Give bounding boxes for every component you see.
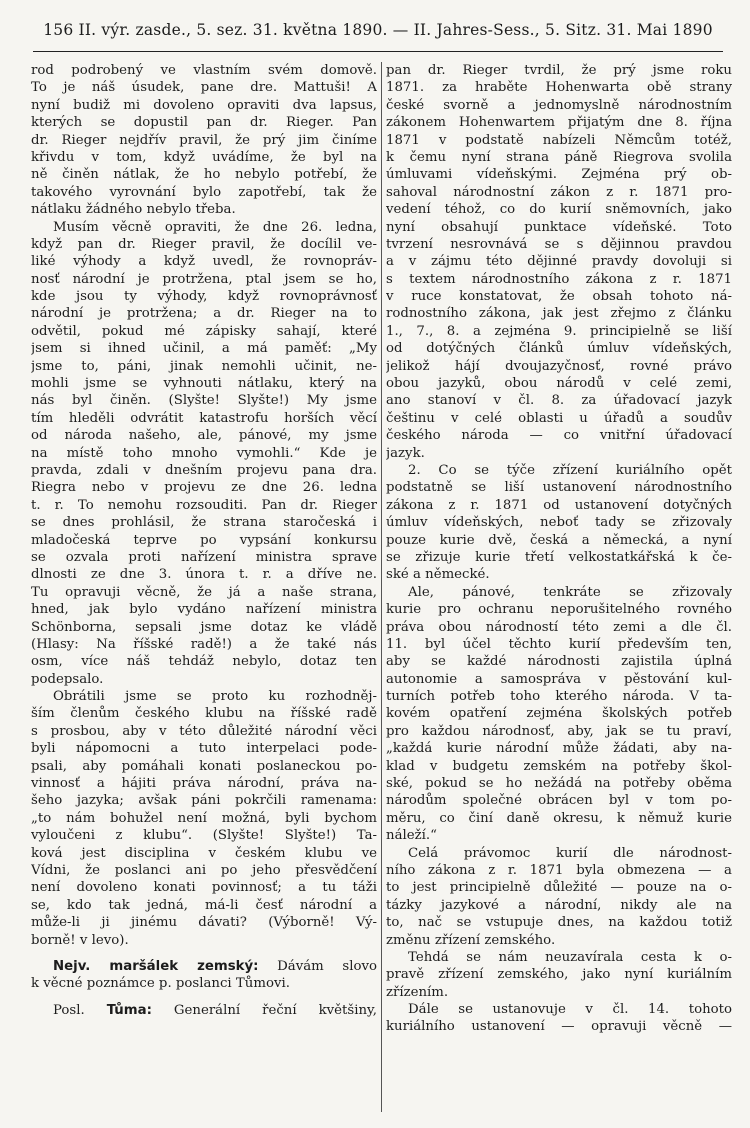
left-column-line: [31, 358, 377, 375]
right-column-line: [386, 636, 732, 653]
right-column-line: [386, 758, 732, 775]
line-text: „to nám bohužel není možná, byli bychom: [31, 810, 377, 826]
right-column-line: [386, 479, 732, 496]
left-column-line: [31, 445, 377, 462]
line-text: zákonem Hohenwartem přijatým dne 8. října: [386, 115, 732, 131]
line-text: ano stanoví v čl. 8. za úřadovací jazyk: [386, 393, 732, 409]
left-column-line: [31, 653, 377, 670]
left-column-line: [31, 1002, 377, 1019]
line-text: může-li ji jinému dávati? (Výborně! Vý-: [31, 915, 377, 931]
line-text: české svorně a jednomyslně národnostním: [386, 97, 732, 113]
right-column-line: [386, 149, 732, 166]
left-column-line: [31, 810, 377, 827]
left-column-line: [31, 497, 377, 514]
right-column-line: [386, 323, 732, 340]
line-text: nátlaku žádného nebylo třeba.: [31, 202, 236, 218]
right-column-line: [386, 410, 732, 427]
line-text: v ruce konstatovat, že obsah tohoto ná-: [386, 289, 732, 305]
line-text: křivdu v tom, když uvádíme, že byl na: [31, 149, 377, 165]
line-text: rod podrobený ve vlastním svém domově.: [31, 63, 377, 78]
line-text: jelikož hájí dvoujazyčnosť, rovné právo: [386, 358, 732, 374]
right-column-line: [386, 827, 732, 844]
left-column-line: [31, 253, 377, 270]
page-header: 156 II. výr. zasde., 5. sez. 31. května 1890. — II. Jahres-Sess., 5. Sitz. 31. Mai 1890: [43, 21, 713, 39]
line-text: národům společné obrácen byl v tom po-: [386, 793, 732, 809]
line-text: dlnosti ze dne 3. února t. r. a dříve ne.: [31, 567, 377, 583]
right-column-line: [386, 897, 732, 914]
line-text: kurie pro ochranu neporušitelného rovného: [386, 602, 732, 618]
line-text: 11. byl účel těchto kurií především ten,: [386, 636, 732, 652]
left-column-line: [31, 619, 377, 636]
line-text: úmluv vídeňských, neboť tady se zřizovaly: [386, 515, 732, 531]
left-column-line: [31, 462, 377, 479]
left-column-line: [31, 114, 377, 131]
right-column-line: [386, 914, 732, 931]
right-column-line: [386, 62, 732, 79]
right-column-line: [386, 219, 732, 236]
line-text: Celá právomoc kurií dle národnost-: [408, 845, 732, 861]
line-text: 1871. za hraběte Hohenwarta obě strany: [386, 80, 732, 96]
line-text: k věcné poznámce p. poslanci Tůmovi.: [31, 976, 290, 992]
line-text: „každá kurie národní může žádati, aby na-: [386, 741, 732, 757]
line-text: pan dr. Rieger tvrdil, že prý jsme roku: [386, 63, 732, 78]
left-column-line: [31, 340, 377, 357]
right-column-line: [386, 810, 732, 827]
line-text: tázky jazykové a národní, nikdy ale na: [386, 897, 732, 913]
right-column-line: [386, 619, 732, 636]
line-text: kuriálního ustanovení — opravuji věcně —: [386, 1019, 732, 1035]
line-text: vyloučeni z klubu“. (Slyšte! Slyšte!) Ta-: [31, 828, 377, 844]
line-text: měru, co činí daně okresu, k němuž kurie: [386, 810, 732, 826]
line-text: autonomie a samospráva v pěstování kul-: [386, 671, 732, 687]
left-column-line: [31, 201, 377, 218]
line-text: ské a německé.: [386, 567, 490, 583]
left-column-line: [31, 410, 377, 427]
line-text: nyní obsahují punktace vídeňské. Toto: [386, 219, 732, 235]
line-text: ková jest disciplina v českém klubu ve: [31, 845, 377, 861]
left-column-line: [31, 636, 377, 653]
left-column-line: [31, 392, 377, 409]
left-column-line: [31, 758, 377, 775]
line-text: a v zájmu této dějinné pravdy dovoluji si: [386, 254, 732, 270]
right-column-line: [386, 705, 732, 722]
line-text: práva obou národností této zemi a dle čl.: [386, 619, 732, 635]
left-column-line: [31, 62, 377, 79]
left-column-line: [31, 879, 377, 896]
line-text: na místě toho mnoho vymohli.“ Kde je: [31, 445, 377, 461]
right-column-line: [386, 184, 732, 201]
right-column-line: [386, 305, 732, 322]
right-column-line: [386, 549, 732, 566]
left-column-line: [31, 305, 377, 322]
line-text: podepsalo.: [31, 671, 104, 687]
left-column-line: [31, 975, 377, 992]
line-text: náleží.“: [386, 828, 437, 844]
line-text: se ozvala proti nařízení ministra sprave: [31, 549, 377, 565]
left-column-line: [31, 705, 377, 722]
right-column-line: [386, 845, 732, 862]
line-text: když pan dr. Rieger pravil, že docílil ve-: [31, 236, 377, 252]
line-text: nás byl činěn. (Slyšte! Slyšte!) My jsme: [31, 393, 377, 409]
line-text: jazyk.: [386, 445, 425, 461]
left-column-line: [31, 532, 377, 549]
right-column-line: [386, 271, 732, 288]
left-column-line: [31, 166, 377, 183]
right-column-line: [386, 984, 732, 1001]
left-column-line: [31, 271, 377, 288]
line-text: mohli jsme se vyhnouti nátlaku, který na: [31, 376, 377, 392]
right-column-line: [386, 966, 732, 983]
line-text: od národa našeho, ale, pánové, my jsme: [31, 428, 377, 444]
line-text: tvrzení nesrovnává se s dějinnou pravdou: [386, 236, 732, 252]
line-text: zřízením.: [386, 984, 449, 1000]
line-text: vinnosť a hájiti práva národní, práva na-: [31, 776, 377, 792]
right-column-line: [386, 288, 732, 305]
right-column-line: [386, 358, 732, 375]
line-text: se dnes prohlásil, že strana staročeská i: [31, 515, 377, 531]
line-text: 1871 v podstatě nabízeli Němcům totéž,: [386, 132, 732, 148]
right-column-line: [386, 114, 732, 131]
left-column-line: [31, 427, 377, 444]
line-text: pravda, zdali v dnešním projevu pana dra.: [31, 462, 377, 478]
line-text: nosť národní je protržena, ptal jsem se ho,: [31, 271, 377, 287]
line-text: borně! v levo).: [31, 932, 129, 948]
speaker-name: Nejv. maršálek zemský:: [53, 958, 259, 974]
line-text: 2. Co se týče zřízení kuriálního opět: [408, 462, 732, 478]
line-text: Riegra nebo v projevu ze dne 26. ledna: [31, 480, 377, 496]
right-column-line: [386, 462, 732, 479]
line-text: to jest principielně důležité — pouze na o-: [386, 880, 732, 896]
line-text: češtinu v celé oblasti u úřadů a soudův: [386, 410, 732, 426]
line-text: t. r. To nemohu rozsouditi. Pan dr. Rieger: [31, 497, 377, 513]
right-column-line: [386, 375, 732, 392]
left-column-line: [31, 897, 377, 914]
line-text: Tehdá se nám neuzavírala cesta k o-: [408, 949, 732, 965]
line-text: od dotýčných článků úmluv vídeňských,: [386, 341, 732, 357]
line-text: Vídni, že poslanci ani po jeho přesvědčení: [31, 862, 377, 878]
right-column-line: [386, 532, 732, 549]
right-column-line: [386, 792, 732, 809]
right-column-line: [386, 862, 732, 879]
line-text: 1., 7., 8. a zejména 9. principielně se liší: [386, 323, 732, 339]
right-column-line: [386, 97, 732, 114]
right-column-line: [386, 1001, 732, 1018]
left-column-line: [31, 236, 377, 253]
left-column-line: [31, 132, 377, 149]
line-text: se, kdo tak jedná, má-li česť národní a: [31, 897, 377, 913]
line-text: ším členům českého klubu na říšské radě: [31, 706, 377, 722]
line-text: ního zákona z r. 1871 byla obmezena — a: [386, 862, 732, 878]
left-column-line: [31, 97, 377, 114]
right-column-line: [386, 653, 732, 670]
line-text: turních potřeb toho kterého národa. V ta-: [386, 689, 732, 705]
line-text: takového vyrovnání bylo zapotřebí, tak že: [31, 184, 377, 200]
line-text: dr. Rieger nejdřív pravil, že prý jim činíme: [31, 132, 377, 148]
line-text: se zřizuje kurie třetí velkostatkářská k če-: [386, 549, 732, 565]
line-text: pravě zřízení zemského, jako nyní kuriálním: [386, 967, 732, 983]
line-text: kterých se dopustil pan dr. Rieger. Pan: [31, 115, 377, 131]
line-text: kde jsou ty výhody, když rovnoprávnosť: [31, 289, 377, 305]
line-text: Dále se ustanovuje v čl. 14. tohoto: [408, 1002, 732, 1018]
line-text: s prosbou, aby v této důležité národní věci: [31, 723, 377, 739]
line-text: klad v budgetu zemském na potřeby škol-: [386, 758, 732, 774]
line-text: obou jazyků, obou národů v celé zemi,: [386, 376, 732, 392]
right-column-line: [386, 132, 732, 149]
right-column-line: [386, 740, 732, 757]
line-text: šeho jazyka; avšak páni pokrčili ramenama:: [31, 793, 377, 809]
line-text: vedení téhož, co do kurií sněmovních, jako: [386, 202, 732, 218]
speaker-name: Tůma:: [106, 1002, 152, 1018]
left-column-line: [31, 932, 377, 949]
right-column-line: [386, 253, 732, 270]
line-text: k čemu nyní strana páně Riegrova svolila: [386, 149, 732, 165]
left-column-line: [31, 514, 377, 531]
left-column-line: [31, 845, 377, 862]
line-text: pouze kurie dvě, česká a německá, a nyní: [386, 532, 732, 548]
left-column-line: [31, 827, 377, 844]
left-column-line: [31, 219, 377, 236]
left-column-line: [31, 601, 377, 618]
line-text: národní je protržena; a dr. Rieger na to: [31, 306, 377, 322]
line-text: zákona z r. 1871 od ustanovení dotyčných: [386, 497, 732, 513]
left-column-line: [31, 958, 377, 975]
right-column-line: [386, 949, 732, 966]
line-text: ské, pokud se ho nežádá na potřeby oběma: [386, 776, 732, 792]
right-column-line: [386, 879, 732, 896]
left-column-line: [31, 740, 377, 757]
line-text: Tu opravuji věcně, že já a naše strana,: [31, 584, 377, 600]
line-text: s textem národnostního zákona z r. 1871: [386, 271, 732, 287]
line-text: Generální řeční květšiny,: [151, 1002, 377, 1018]
left-column-line: [31, 723, 377, 740]
right-column-line: [386, 566, 732, 583]
line-text: českého národa — co vnitřní úřadovací: [386, 428, 732, 444]
right-column-line: [386, 723, 732, 740]
line-text: není dovoleno konati povinnosť; a tu táži: [31, 880, 377, 896]
right-column-line: [386, 427, 732, 444]
line-text: mladočeská teprve po vypsání konkursu: [31, 532, 377, 548]
left-column-line: [31, 479, 377, 496]
right-column: [386, 62, 732, 1036]
line-text: kovém opatření zejména školských potřeb: [386, 706, 732, 722]
line-text: aby se každé národnosti zajistila úplná: [386, 654, 732, 670]
line-text: To je náš úsudek, pane dre. Mattuši! A: [31, 80, 377, 96]
left-column: [31, 62, 377, 1019]
line-text: úmluvami vídeňskými. Zejména prý ob-: [386, 167, 732, 183]
line-text: nyní budiž mi dovoleno opraviti dva lapsus,: [31, 97, 377, 113]
left-column-line: [31, 584, 377, 601]
line-text: psali, aby pomáhali konati poslaneckou po-: [31, 758, 377, 774]
left-column-line: [31, 775, 377, 792]
right-column-line: [386, 584, 732, 601]
right-column-line: [386, 671, 732, 688]
left-column-line: [31, 792, 377, 809]
line-text: Schönborna, sepsali jsme dotaz ke vládě: [31, 619, 377, 635]
line-text: jsem si ihned učinil, a má paměť: „My: [31, 341, 377, 357]
right-column-line: [386, 775, 732, 792]
right-column-line: [386, 236, 732, 253]
column-separator: [381, 62, 382, 1112]
right-column-line: [386, 497, 732, 514]
left-column-line: [31, 914, 377, 931]
line-text: změnu zřízení zemského.: [386, 932, 556, 948]
line-text: byli nápomocni a tuto interpelaci pode-: [31, 741, 377, 757]
line-text: odvětil, pokud mé zápisky sahají, které: [31, 323, 377, 339]
line-text: Dávám slovo: [258, 958, 377, 974]
line-text: jsme to, páni, jinak nemohli učinit, ne-: [31, 358, 377, 374]
line-text: Musím věcně opraviti, že dne 26. ledna,: [53, 219, 377, 235]
line-text: (Hlasy: Na říšské radě!) a že také nás: [31, 636, 377, 652]
line-text: rodnostního zákona, jak jest zřejmo z článku: [386, 306, 732, 322]
line-text: sahoval národnostní zákon z r. 1871 pro-: [386, 184, 732, 200]
left-column-line: [31, 323, 377, 340]
left-column-line: [31, 375, 377, 392]
line-text: pro každou národnosť, aby, jak se tu praví,: [386, 723, 732, 739]
right-column-line: [386, 514, 732, 531]
left-column-line: [31, 566, 377, 583]
left-column-line: [31, 549, 377, 566]
right-column-line: [386, 392, 732, 409]
right-column-line: [386, 445, 732, 462]
left-column-line: [31, 184, 377, 201]
left-column-line: [31, 688, 377, 705]
left-column-line: [31, 671, 377, 688]
header-rule: [33, 51, 723, 52]
line-text: osm, více náš tehdáž nebylo, dotaz ten: [31, 654, 377, 670]
line-text: Obrátili jsme se proto ku rozhodněj-: [53, 689, 377, 705]
line-text: Ale, pánové, tenkráte se zřizovaly: [408, 584, 732, 600]
line-text: tím hleděli odvrátit katastrofu horších věcí: [31, 410, 377, 426]
left-column-line: [31, 288, 377, 305]
right-column-line: [386, 688, 732, 705]
left-column-line: [31, 862, 377, 879]
right-column-line: [386, 340, 732, 357]
right-column-line: [386, 166, 732, 183]
left-column-line: [31, 149, 377, 166]
line-text: hned, jak bylo vydáno nařízení ministra: [31, 602, 377, 618]
right-column-line: [386, 201, 732, 218]
left-column-line: [31, 79, 377, 96]
right-column-line: [386, 1018, 732, 1035]
right-column-line: [386, 79, 732, 96]
line-text: liké výhody a když uvedl, že rovnopráv-: [31, 254, 377, 270]
line-text: ně činěn nátlak, že ho nebylo potřebí, že: [31, 167, 377, 183]
line-text: to, nač se vstupuje dnes, na každou totiž: [386, 915, 732, 931]
right-column-line: [386, 932, 732, 949]
line-text: podstatně se liší ustanovení národnostního: [386, 480, 732, 496]
right-column-line: [386, 601, 732, 618]
speaker-prefix: Posl.: [53, 1002, 107, 1018]
